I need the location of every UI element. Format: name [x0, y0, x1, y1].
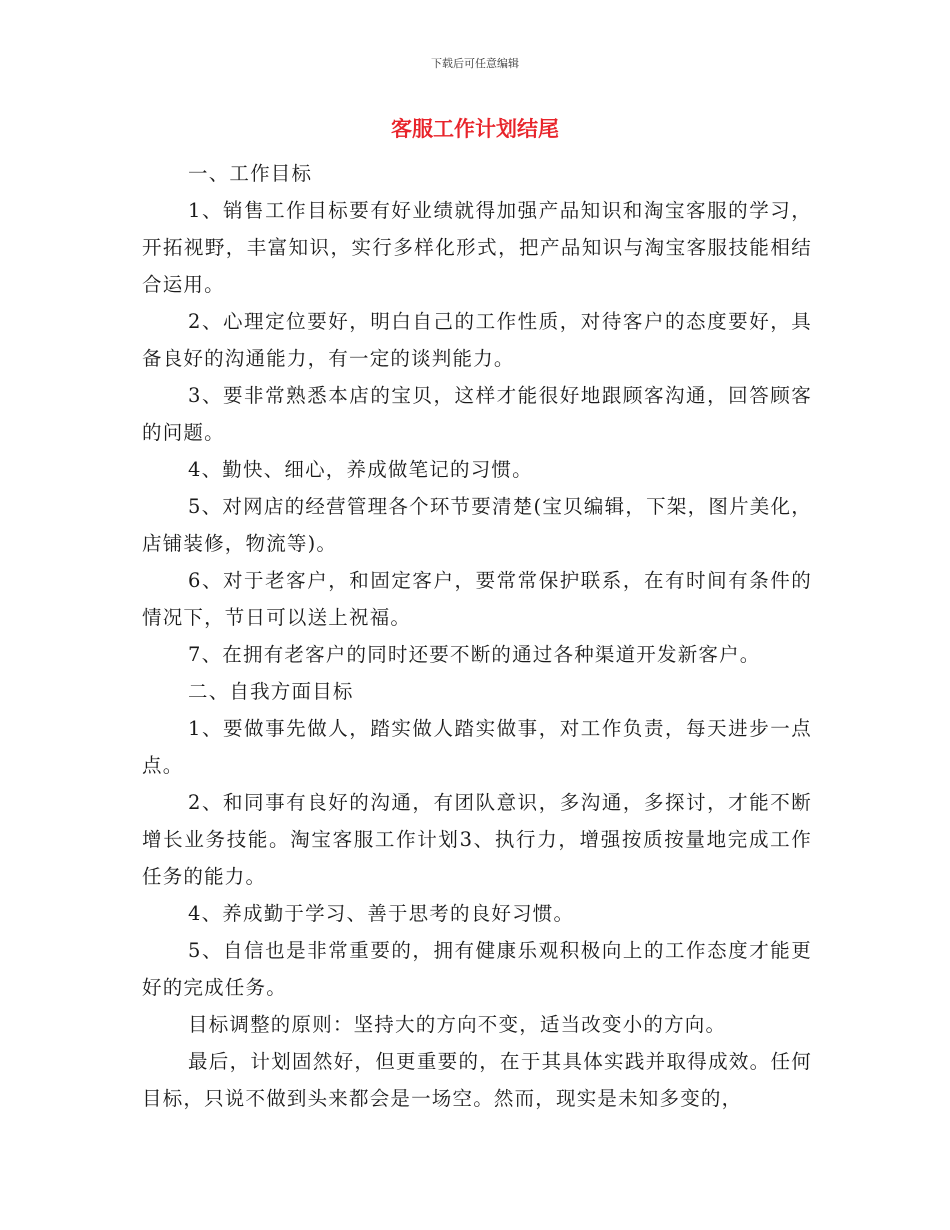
- paragraph-conclusion: 最后，计划固然好，但更重要的，在于其具体实践并取得成效。任何目标，只说不做到头来都会是一场空。然而，现实是未知多变的，: [142, 1050, 812, 1110]
- paragraph-goal-6: 6、对于老客户，和固定客户，要常常保护联系，在有时间有条件的情况下，节日可以送上祝福。: [142, 569, 812, 629]
- paragraph-self-4: 4、养成勤于学习、善于思考的良好习惯。: [188, 902, 575, 925]
- paragraph-self-1: 1、要做事先做人，踏实做人踏实做事，对工作负责，每天进步一点点。: [142, 717, 812, 777]
- paragraph-goal-7: 7、在拥有老客户的同时还要不断的通过各种渠道开发新客户。: [188, 643, 761, 666]
- paragraph-goal-4: 4、勤快、细心，养成做笔记的习惯。: [188, 458, 533, 481]
- paragraph-goal-2: 2、心理定位要好，明白自己的工作性质，对待客户的态度要好，具备良好的沟通能力，有一定的谈判能力。: [142, 310, 812, 370]
- paragraph-goal-5: 5、对网店的经营管理各个环节要清楚(宝贝编辑，下架，图片美化，店铺装修，物流等)。: [142, 495, 812, 555]
- paragraph-self-2: 2、和同事有良好的沟通，有团队意识，多沟通，多探讨，才能不断增长业务技能。淘宝客服工作计划3、执行力，增强按质按量地完成工作任务的能力。: [142, 791, 812, 888]
- paragraph-adjust-principle: 目标调整的原则：坚持大的方向不变，适当改变小的方向。: [188, 1013, 727, 1036]
- paragraph-goal-3: 3、要非常熟悉本店的宝贝，这样才能很好地跟顾客沟通，回答顾客的问题。: [142, 384, 812, 444]
- paragraph-goal-1: 1、销售工作目标要有好业绩就得加强产品知识和淘宝客服的学习，开拓视野，丰富知识，实行多样化形式，把产品知识与淘宝客服技能相结合运用。: [142, 199, 812, 296]
- section-heading-work-goals: 一、工作目标: [188, 162, 313, 185]
- document-title: 客服工作计划结尾: [391, 117, 559, 141]
- paragraph-self-5: 5、自信也是非常重要的，拥有健康乐观积极向上的工作态度才能更好的完成任务。: [142, 939, 812, 999]
- section-heading-self-goals: 二、自我方面目标: [188, 680, 354, 703]
- header-note: 下载后可任意编辑: [431, 57, 519, 70]
- document-body: [142, 155, 812, 1117]
